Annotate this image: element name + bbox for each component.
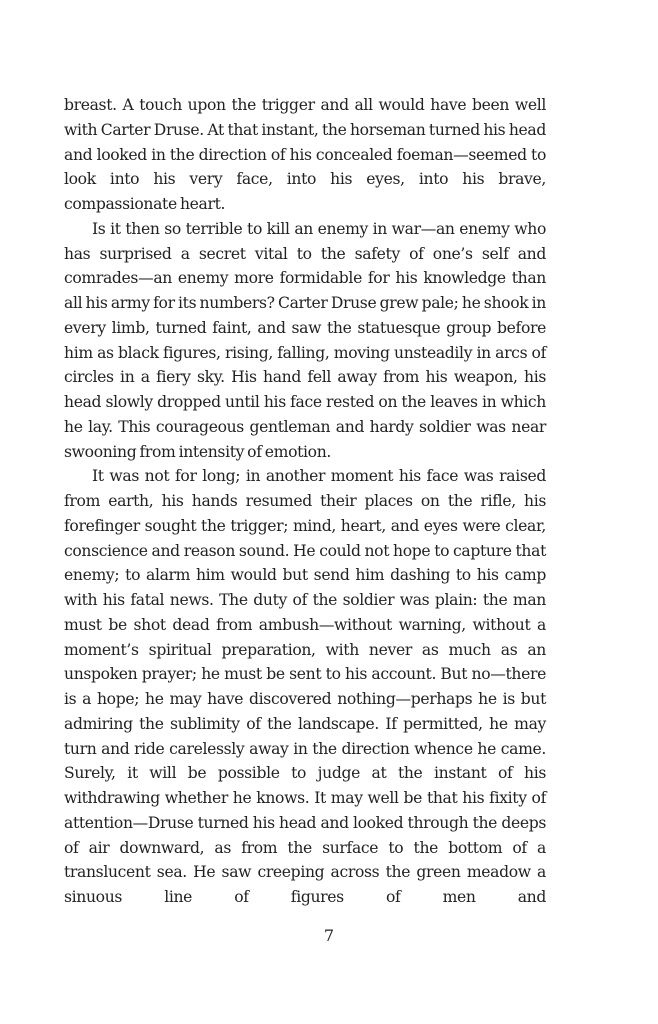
- paragraph-2: Is it then so terrible to kill an enemy in war—an enemy who has surprised a secret vital to the safety of one’s self and comrades—an enemy more formidable for his knowledge than all his army for its numbers? Carter Druse grew pale; he shook in every limb, turned faint, and saw the statuesque group before him as black figures, rising, falling, moving unsteadily in arcs of circles in a fiery sky. His hand fell away from his weapon, his head slowly dropped until his face rested on the leaves in which he lay. This courageous gentleman and hardy soldier was near swooning from intensity of emotion.: [64, 219, 546, 461]
- body-text: [64, 93, 546, 910]
- page-number: 7: [323, 926, 335, 945]
- paragraph-1: breast. A touch upon the trigger and all would have been well with Carter Druse. At that instant, the horseman turned his head and looked in the direction of his concealed foeman—seemed to look into his very face, into his eyes, into his brave, compassionate heart.: [64, 96, 546, 213]
- paragraph-3: It was not for long; in another moment his face was raised from earth, his hands resumed their places on the rifle, his forefinger sought the trigger; mind, heart, and eyes were clear, conscience and reason sound. He could not hope to capture that enemy; to alarm him would but send him dashing to his camp with his fatal news. The duty of the soldier was plain: the man must be shot dead from ambush—without warning, without a moment’s spiritual preparation, with never as much as an unspoken prayer; he must be sent to his account. But no—there is a hope; he may have discovered nothing—perhaps he is but admiring the sublimity of the landscape. If permitted, he may turn and ride carelessly away in the direction whence he came. Surely, it will be possible to judge at the instant of his withdrawing whether he knows. It may well be that his fixity of attention—Druse turned his head and looked through the deeps of air downward, as from the surface to the bottom of a translucent sea. He saw creeping across the green meadow a sinuous line of figures of men and: [64, 467, 546, 906]
